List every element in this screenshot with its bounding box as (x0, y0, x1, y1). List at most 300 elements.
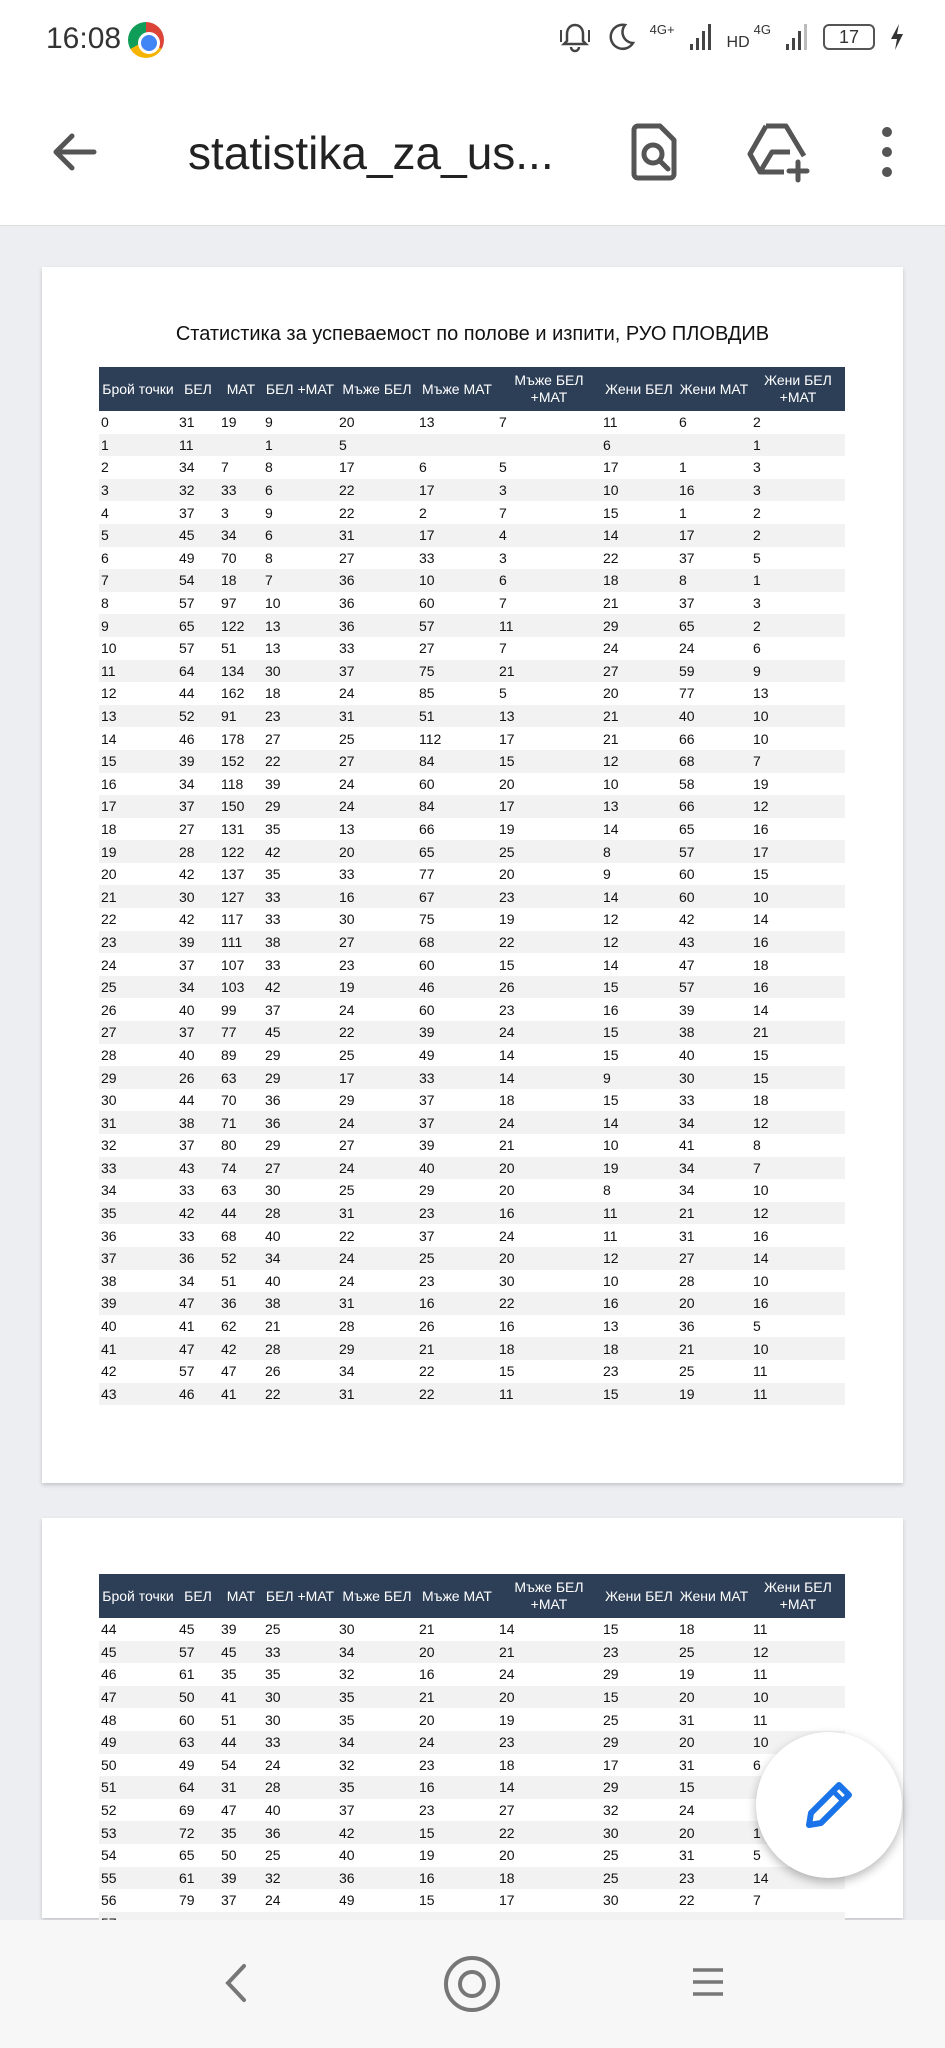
table-cell: 65 (417, 840, 497, 863)
table-cell: 38 (677, 1021, 751, 1044)
table-cell: 30 (265, 1182, 281, 1199)
table-cell: 6 (753, 1756, 761, 1773)
table-cell: 57 (677, 976, 751, 999)
table-cell: 59 (677, 660, 751, 683)
document-page-1 (42, 267, 903, 1483)
table-cell: 11 (753, 1711, 768, 1728)
table-cell: 14 (751, 1867, 845, 1890)
table-cell: 2 (753, 414, 761, 431)
table-cell: 68 (677, 750, 751, 773)
table-cell: 31 (337, 705, 417, 728)
table-cell: 25 (603, 1711, 619, 1728)
table-cell: 20 (677, 1731, 751, 1754)
table-cell: 40 (179, 1046, 195, 1063)
table-cell: 19 (221, 414, 237, 431)
table-cell: 35 (339, 1711, 355, 1728)
table-cell: 15 (677, 1776, 751, 1799)
table-cell: 15 (601, 1021, 677, 1044)
table-row (99, 1754, 845, 1777)
table-cell: 23 (603, 1363, 619, 1380)
table-cell: 50 (221, 1847, 237, 1864)
table-cell: 37 (179, 956, 195, 973)
table-cell: 11 (601, 1202, 677, 1225)
table-cell: 52 (177, 705, 219, 728)
table-cell: 29 (265, 1137, 281, 1154)
table-cell: 15 (753, 866, 769, 883)
add-to-drive-icon[interactable] (746, 120, 810, 184)
table-cell: 34 (339, 1363, 355, 1380)
nav-back-icon[interactable] (218, 1960, 254, 2006)
table-cell: 3 (751, 479, 845, 502)
table-cell: 21 (417, 1337, 497, 1360)
table-cell: 41 (219, 1383, 263, 1406)
table-cell: 36 (337, 614, 417, 637)
table-cell: 22 (497, 1821, 601, 1844)
table-cell: 27 (337, 931, 417, 954)
table-cell: 36 (263, 1821, 337, 1844)
table-cell: 39 (221, 1621, 237, 1638)
table-cell: 6 (753, 640, 761, 657)
table-cell: 103 (219, 976, 263, 999)
table-row (99, 705, 845, 728)
table-cell: 28 (679, 1272, 695, 1289)
document-page-2 (42, 1518, 903, 1918)
table-cell: 5 (753, 1847, 761, 1864)
table-cell: 24 (499, 1666, 515, 1683)
table-cell: 19 (753, 775, 769, 792)
table-cell: 8 (603, 1182, 611, 1199)
table-cell: 77 (419, 866, 435, 883)
status-bar (0, 0, 945, 80)
table-cell: 7 (263, 569, 337, 592)
table-cell: 36 (219, 1292, 263, 1315)
table-header (99, 1574, 845, 1618)
table-cell: 34 (337, 1641, 417, 1664)
table-cell: 41 (219, 1686, 263, 1709)
table-cell: 18 (219, 569, 263, 592)
table-cell: 34 (263, 1247, 337, 1270)
signal-icon (785, 22, 809, 52)
table-cell: 20 (497, 1686, 601, 1709)
table-cell: 42 (337, 1821, 417, 1844)
table-cell: 37 (179, 504, 195, 521)
table-cell: 15 (751, 1066, 845, 1089)
table-cell: 37 (177, 1021, 219, 1044)
more-vert-icon[interactable] (870, 120, 904, 184)
table-cell: 10 (751, 1731, 845, 1754)
table-cell: 62 (221, 1318, 237, 1335)
column-header: Мъже БЕЛ (337, 1574, 417, 1618)
table-cell: 1 (751, 434, 845, 457)
table-cell: 15 (603, 1621, 619, 1638)
column-header: Жени БЕЛ (601, 367, 677, 411)
table-cell: 29 (265, 1046, 281, 1063)
table-cell: 8 (753, 1137, 761, 1154)
table-cell: 30 (265, 1711, 281, 1728)
table-cell: 34 (337, 1731, 417, 1754)
table-row (99, 750, 845, 773)
table-cell: 36 (679, 1318, 695, 1335)
table-cell: 22 (497, 1292, 601, 1315)
nav-home-icon[interactable] (442, 1954, 502, 2014)
table-cell: 21 (601, 705, 677, 728)
table-cell: 18 (753, 1092, 769, 1109)
table-cell: 37 (99, 1247, 177, 1270)
table-row (99, 976, 845, 999)
column-header: БЕЛ (177, 367, 219, 411)
table-cell: 52 (219, 1247, 263, 1270)
back-arrow-icon[interactable] (46, 124, 102, 180)
table-cell: 7 (753, 1892, 761, 1909)
table-cell: 37 (419, 1092, 435, 1109)
table-cell: 33 (179, 1182, 195, 1199)
table-cell: 25 (417, 1247, 497, 1270)
table-cell: 18 (499, 1756, 515, 1773)
vibrate-bell-icon (558, 20, 592, 54)
table-header (99, 367, 845, 411)
moon-icon (606, 22, 636, 52)
table-cell: 53 (99, 1821, 177, 1844)
table-cell: 14 (497, 1066, 601, 1089)
table-row (99, 411, 845, 434)
table-cell: 13 (339, 820, 355, 837)
table-row (99, 1044, 845, 1067)
table-cell: 60 (419, 956, 435, 973)
table-cell: 137 (221, 866, 245, 883)
table-cell: 25 (265, 1621, 281, 1638)
table-cell: 19 (679, 1666, 695, 1683)
table-cell: 99 (221, 1001, 237, 1018)
table-cell: 44 (219, 1202, 263, 1225)
table-cell: 60 (419, 775, 435, 792)
table-cell: 21 (677, 1202, 751, 1225)
table-cell: 26 (265, 1363, 281, 1380)
table-cell: 57 (417, 614, 497, 637)
table-cell: 41 (179, 1318, 195, 1335)
table-cell: 162 (221, 685, 245, 702)
table-cell: 27 (677, 1247, 751, 1270)
table-cell: 49 (419, 1046, 435, 1063)
table-cell: 2 (753, 504, 761, 521)
table-cell: 17 (603, 459, 619, 476)
table-cell: 34 (679, 1182, 695, 1199)
table-cell: 29 (263, 1066, 337, 1089)
table-cell: 33 (419, 549, 435, 566)
table-row (99, 953, 845, 976)
table-cell: 51 (221, 640, 237, 657)
table-cell: 20 (677, 1686, 751, 1709)
table-cell: 47 (177, 1337, 219, 1360)
column-header: Мъже БЕЛ +МАТ (497, 1574, 601, 1618)
table-cell: 5 (499, 685, 507, 702)
table-cell: 30 (603, 1892, 619, 1909)
table-cell: 42 (263, 840, 337, 863)
table-cell: 18 (497, 1337, 601, 1360)
table-row (99, 1618, 845, 1641)
table-cell: 1 (751, 1821, 845, 1844)
table-cell: 12 (751, 1111, 845, 1134)
table-cell: 0 (101, 414, 109, 431)
table-cell: 17 (499, 730, 515, 747)
table-row (99, 998, 845, 1021)
table-cell: 20 (101, 866, 117, 883)
table-cell: 31 (679, 1711, 695, 1728)
table-cell: 11 (497, 1383, 601, 1406)
table-cell: 10 (753, 730, 769, 747)
table-cell: 21 (751, 1021, 845, 1044)
table-cell: 28 (101, 1046, 117, 1063)
table-cell: 16 (417, 1867, 497, 1890)
table-cell: 24 (497, 1021, 601, 1044)
table-cell: 27 (179, 820, 195, 837)
table-cell: 26 (497, 976, 601, 999)
table-cell: 38 (263, 1292, 337, 1315)
table-cell: 24 (339, 775, 355, 792)
table-cell: 30 (263, 660, 337, 683)
table-row (99, 1889, 845, 1912)
table-cell: 65 (179, 1847, 195, 1864)
table-cell: 22 (337, 479, 417, 502)
table-cell: 24 (497, 1111, 601, 1134)
table-row (99, 1224, 845, 1247)
table-cell: 2 (419, 504, 427, 521)
column-header: Брой точки (99, 1574, 177, 1618)
table-cell: 19 (499, 1711, 515, 1728)
table-row (99, 1292, 845, 1315)
table-cell: 1 (679, 459, 687, 476)
table-cell: 14 (753, 911, 769, 928)
table-cell: 21 (497, 660, 601, 683)
table-cell: 15 (603, 1046, 619, 1063)
table-cell: 20 (677, 1821, 751, 1844)
table-cell: 19 (419, 1847, 435, 1864)
table-cell: 17 (339, 459, 355, 476)
table-cell: 42 (179, 911, 195, 928)
table-cell: 7 (751, 1157, 845, 1180)
table-cell: 33 (99, 1157, 177, 1180)
table-cell: 54 (177, 569, 219, 592)
table-cell: 11 (603, 414, 618, 431)
table-cell: 30 (263, 1686, 337, 1709)
stats-table-page-1 (99, 367, 845, 1405)
table-cell: 40 (265, 1227, 281, 1244)
table-cell: 31 (219, 1776, 263, 1799)
find-in-page-icon[interactable] (624, 122, 684, 182)
table-cell: 40 (179, 1001, 195, 1018)
table-cell: 24 (603, 640, 619, 657)
table-cell: 68 (221, 1227, 237, 1244)
table-cell: 51 (99, 1776, 177, 1799)
table-cell: 84 (417, 750, 497, 773)
table-cell: 131 (221, 820, 245, 837)
table-cell (417, 434, 497, 457)
table-cell: 24 (265, 1756, 281, 1773)
column-header: Жени БЕЛ +МАТ (751, 367, 845, 411)
column-header: Мъже МАТ (417, 367, 497, 411)
table-cell: 48 (101, 1711, 117, 1728)
table-cell: 34 (677, 1111, 751, 1134)
table-cell: 63 (219, 1066, 263, 1089)
table-cell: 39 (219, 1867, 263, 1890)
table-cell: 40 (417, 1157, 497, 1180)
table-cell: 31 (337, 1292, 417, 1315)
table-cell (219, 434, 263, 457)
table-cell: 37 (679, 595, 695, 612)
table-cell: 5 (753, 1318, 761, 1335)
table-cell: 15 (601, 976, 677, 999)
table-row (99, 614, 845, 637)
nav-menu-icon[interactable] (690, 1964, 726, 2000)
table-cell: 19 (499, 911, 515, 928)
edit-fab-button[interactable] (756, 1732, 902, 1878)
table-cell: 30 (177, 885, 219, 908)
table-row (99, 1157, 845, 1180)
table-cell: 16 (497, 1202, 601, 1225)
table-cell: 34 (179, 459, 195, 476)
table-cell: 152 (219, 750, 263, 773)
table-cell: 64 (177, 1776, 219, 1799)
status-time: 16:08 (46, 22, 122, 55)
table-cell: 51 (221, 1272, 237, 1289)
table-cell: 14 (601, 524, 677, 547)
table-cell: 29 (601, 1731, 677, 1754)
table-cell: 38 (263, 931, 337, 954)
table-cell: 71 (219, 1111, 263, 1134)
table-cell: 30 (499, 1272, 515, 1289)
table-cell: 107 (221, 956, 245, 973)
table-cell: 37 (179, 1137, 195, 1154)
table-cell: 29 (601, 1776, 677, 1799)
table-cell: 41 (99, 1337, 177, 1360)
column-header: БЕЛ +МАТ (263, 1574, 337, 1618)
table-cell: 15 (419, 1892, 435, 1909)
table-row (99, 1708, 845, 1731)
table-cell (677, 434, 751, 457)
table-cell: 31 (179, 414, 195, 431)
table-cell: 25 (677, 1641, 751, 1664)
table-cell: 25 (339, 1182, 355, 1199)
table-cell: 17 (751, 840, 845, 863)
table-cell: 28 (263, 1776, 337, 1799)
table-cell: 56 (101, 1892, 117, 1909)
table-cell: 30 (101, 1092, 117, 1109)
table-cell: 25 (601, 1867, 677, 1890)
table-cell: 75 (419, 911, 435, 928)
table-row (99, 637, 845, 660)
table-cell: 19 (337, 976, 417, 999)
table-cell: 7 (751, 750, 845, 773)
table-cell: 18 (101, 820, 117, 837)
table-cell: 16 (751, 1292, 845, 1315)
table-cell: 61 (177, 1867, 219, 1890)
table-cell: 35 (265, 866, 281, 883)
table-cell: 34 (101, 1182, 117, 1199)
table-cell: 77 (679, 685, 695, 702)
table-cell: 47 (221, 1363, 237, 1380)
table-cell: 42 (263, 976, 337, 999)
table-cell: 33 (265, 911, 281, 928)
table-cell: 30 (339, 1621, 355, 1638)
table-cell: 36 (339, 595, 355, 612)
table-cell: 17 (337, 1066, 417, 1089)
table-cell: 29 (99, 1066, 177, 1089)
column-header: Жени БЕЛ (601, 1574, 677, 1618)
table-cell: 25 (497, 840, 601, 863)
table-cell: 23 (417, 1202, 497, 1225)
table-cell: 97 (221, 595, 237, 612)
table-cell: 89 (221, 1046, 237, 1063)
table-cell: 22 (337, 1021, 417, 1044)
table-cell: 10 (265, 595, 281, 612)
table-cell: 31 (679, 1847, 695, 1864)
edit-pencil-icon (801, 1777, 857, 1833)
table-cell: 51 (221, 1711, 237, 1728)
column-header: Брой точки (99, 367, 177, 411)
table-cell: 40 (679, 1046, 695, 1063)
table-cell: 25 (603, 1847, 619, 1864)
table-row (99, 1021, 845, 1044)
table-cell: 15 (603, 1092, 619, 1109)
table-row (99, 818, 845, 841)
table-row (99, 569, 845, 592)
table-cell: 74 (219, 1157, 263, 1180)
table-cell: 45 (219, 1641, 263, 1664)
table-cell: 18 (679, 1621, 695, 1638)
table-cell: 6 (601, 434, 677, 457)
table-cell: 30 (339, 911, 355, 928)
table-cell: 26 (101, 1001, 117, 1018)
table-cell: 18 (497, 1867, 601, 1890)
network-hd-label: HD (726, 34, 750, 51)
table-cell: 32 (339, 1756, 355, 1773)
table-cell: 15 (601, 1383, 677, 1406)
table-cell: 36 (263, 1111, 337, 1134)
system-nav-bar (0, 1920, 945, 2048)
table-cell: 37 (221, 1892, 237, 1909)
table-cell: 34 (179, 775, 195, 792)
table-cell: 24 (679, 1802, 695, 1819)
table-cell: 11 (753, 1666, 768, 1683)
table-row (99, 1202, 845, 1225)
table-cell: 45 (179, 1621, 195, 1638)
table-cell: 77 (219, 1021, 263, 1044)
table-cell: 10 (751, 885, 845, 908)
table-cell: 49 (99, 1731, 177, 1754)
table-row (99, 1867, 845, 1890)
table-row (99, 1641, 845, 1664)
table-cell: 8 (101, 595, 109, 612)
table-cell: 8 (601, 840, 677, 863)
table-cell: 5 (499, 459, 507, 476)
table-cell: 16 (603, 1001, 619, 1018)
table-cell: 20 (419, 1711, 435, 1728)
table-cell: 16 (417, 1292, 497, 1315)
table-cell: 37 (339, 1802, 355, 1819)
table-cell: 72 (177, 1821, 219, 1844)
table-cell: 66 (679, 730, 695, 747)
table-row (99, 773, 845, 796)
table-cell: 32 (177, 479, 219, 502)
table-row (99, 456, 845, 479)
table-cell: 122 (219, 840, 263, 863)
table-cell: 65 (677, 614, 751, 637)
table-cell: 45 (177, 524, 219, 547)
table-cell: 9 (265, 414, 273, 431)
table-cell: 31 (99, 1111, 177, 1134)
table-cell: 40 (677, 705, 751, 728)
table-cell: 35 (265, 1666, 281, 1683)
table-cell: 75 (417, 660, 497, 683)
